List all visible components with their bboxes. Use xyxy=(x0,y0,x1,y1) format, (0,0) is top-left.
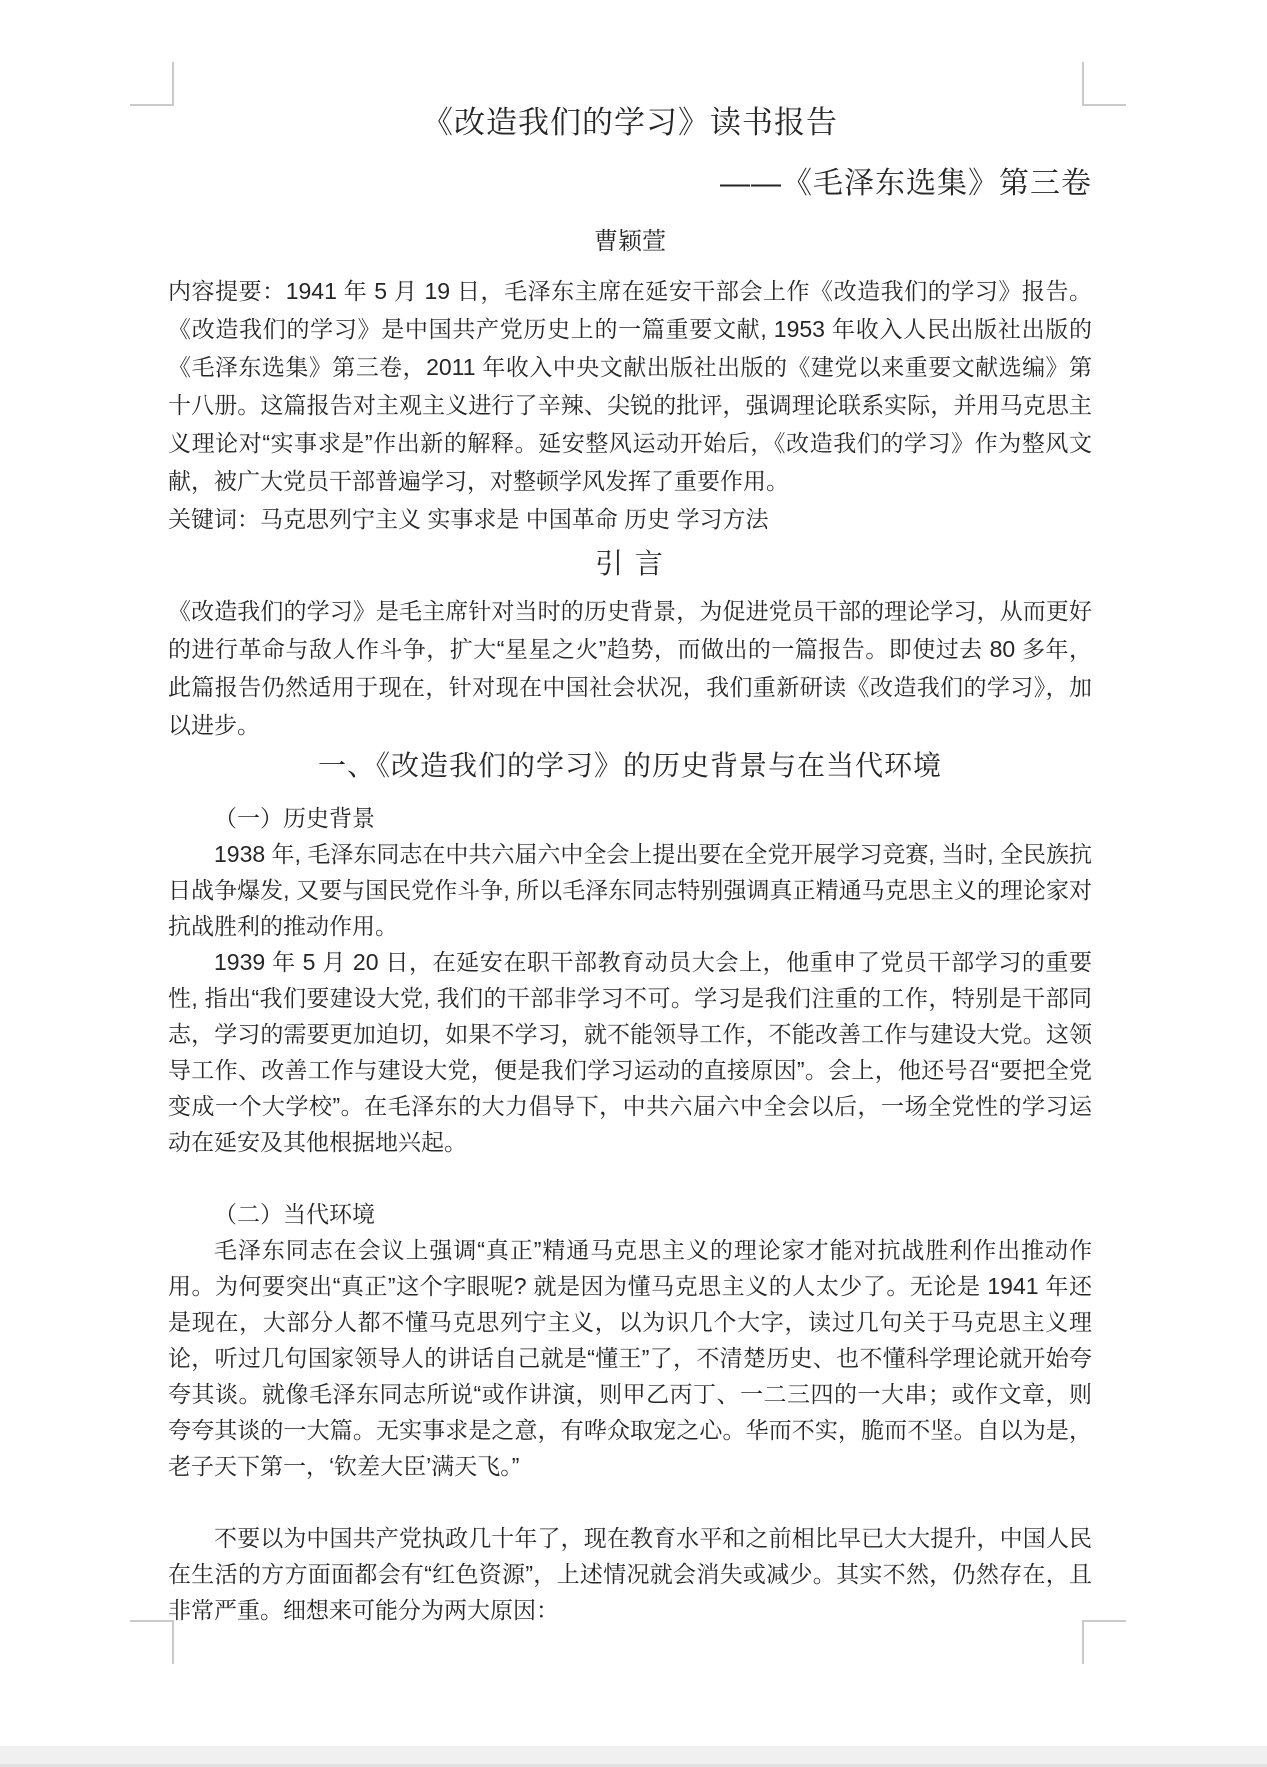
paragraph-1938: 1938 年, 毛泽东同志在中共六届六中全会上提出要在全党开展学习竞赛, 当时, 全民族抗日战争爆发, 又要与国民党作斗争, 所以毛泽东同志特别强调真正精通马克思主义的理论家对抗战胜利的推动作用。 xyxy=(168,841,1092,939)
paragraph-modern-context-1: 毛泽东同志在会议上强调“真正”精通马克思主义的理论家才能对抗战胜利作出推动作用。为何要突出“真正”这个字眼呢? 就是因为懂马克思主义的人太少了。无论是 1941 年还是现在，大部分人都不懂马克思列宁主义，以为识几个大字，读过几句关于马克思主义理论，听过几句国家领导人的讲话自己就是“懂王”了，不清楚历史、也不懂科学理论就开始夸夸其谈。就像毛泽东同志所说“或作讲演，则甲乙丙丁、一二三四的一大串；或作文章，则夸夸其谈的一大篇。无实事求是之意，有哗众取宠之心。华而不实，脆而不坚。自以为是，老子天下第一，‘钦差大臣’满天飞。” xyxy=(168,1237,1092,1479)
keywords-text: 马克思列宁主义 实事求是 中国革命 历史 学习方法 xyxy=(260,506,769,532)
doc-subtitle: ——《毛泽东选集》第三卷 xyxy=(720,167,1092,200)
document-text-area[interactable] xyxy=(168,0,1092,1700)
keywords-line xyxy=(168,500,1092,538)
doc-title: 《改造我们的学习》读书报告 xyxy=(422,105,838,140)
intro-heading: 引 言 xyxy=(595,548,665,579)
section1-sub1-heading: （一）历史背景 xyxy=(214,805,375,831)
section1-sub2-heading: （二）当代环境 xyxy=(214,1201,375,1227)
page-gap xyxy=(0,1746,1267,1767)
abstract-text: 1941 年 5 月 19 日，毛泽东主席在延安干部会上作《改造我们的学习》报告。《改造我们的学习》是中国共产党历史上的一篇重要文献, 1953 年收入人民出版社出版的《毛泽东选集》第三卷，2011 年收入中央文献出版社出版的《建党以来重要文献选编》第十八册。这篇报告对主观主义进行了辛辣、尖锐的批评，强调理论联系实际，并用马克思主义理论对“实事求是”作出新的解释。延安整风运动开始后，《改造我们的学习》作为整风文献，被广大党员干部普遍学习，对整顿学风发挥了重要作用。 xyxy=(168,278,1092,494)
intro-paragraph: 《改造我们的学习》是毛主席针对当时的历史背景，为促进党员干部的理论学习，从而更好的进行革命与敌人作斗争，扩大“星星之火”趋势，而做出的一篇报告。即使过去 80 多年，此篇报告仍然适用于现在，针对现在中国社会状况，我们重新研读《改造我们的学习》，加以进步。 xyxy=(168,598,1092,738)
abstract-paragraph xyxy=(168,272,1092,500)
keywords-label: 关键词： xyxy=(168,506,260,532)
paragraph-modern-context-2: 不要以为中国共产党执政几十年了，现在教育水平和之前相比早已大大提升，中国人民在生活的方方面面都会有“红色资源”，上述情况就会消失或减少。其实不然，仍然存在，且非常严重。细想来可能分为两大原因： xyxy=(168,1525,1092,1623)
section1-heading: 一、《改造我们的学习》的历史背景与在当代环境 xyxy=(317,750,942,781)
doc-author: 曹颖萱 xyxy=(594,228,666,255)
paragraph-1939: 1939 年 5 月 20 日，在延安在职干部教育动员大会上，他重申了党员干部学习的重要性, 指出“我们要建设大党, 我们的干部非学习不可。学习是我们注重的工作，特别是干部同志，学习的需要更加迫切，如果不学习，就不能领导工作，不能改善工作与建设大党。这领导工作、改善工作与建设大党，便是我们学习运动的直接原因”。会上，他还号召“要把全党变成一个大学校”。在毛泽东的大力倡导下，中共六届六中全会以后，一场全党性的学习运动在延安及其他根据地兴起。 xyxy=(168,949,1092,1155)
abstract-label: 内容提要： xyxy=(168,278,286,304)
